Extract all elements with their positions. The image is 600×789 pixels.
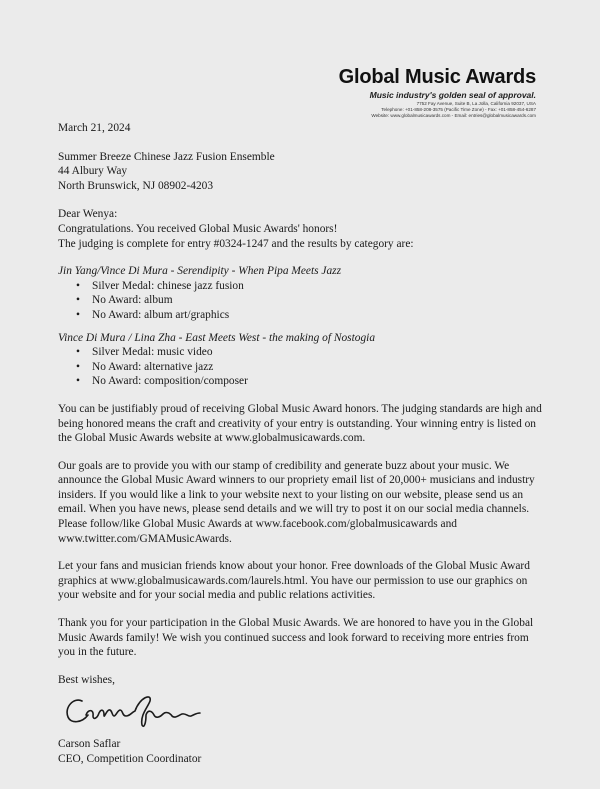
body-paragraph: Let your fans and musician friends know about your honor. Free downloads of the Global Music Award graphics at www.globalmusicawards.com/laurels.html. You have our permission to use our graphics on your website and for your social media and public relations activities. — [58, 560, 530, 602]
entry-title: Vince Di Mura / Lina Zha - East Meets West - the making of Nostogia — [58, 331, 376, 344]
award-text: No Award: alternative jazz — [92, 360, 214, 373]
award-item — [58, 293, 542, 308]
intro-line: Congratulations. You received Global Music Awards' honors! — [58, 222, 338, 235]
award-text: No Award: composition/composer — [92, 375, 248, 388]
signer-name: Carson Saflar — [58, 738, 121, 751]
organization-name: Global Music Awards — [338, 66, 536, 88]
award-text: No Award: album art/graphics — [92, 308, 230, 321]
bullet-icon: • — [76, 308, 80, 321]
body-paragraph: Our goals are to provide you with our stamp of credibility and generate buzz about your music. We announce the Global Music Award winners to our propriety email list of 20,000+ musicians and industry insiders. If you would like a link to your website next to your listing on our website, please send us an email. When you have news, please send details and we will try to post it on our social media channels. Please follow/like Global Music Awards at www.facebook.com/globalmusicawards and www.twitter.com/GMAMusicAwards. — [58, 459, 535, 545]
bullet-icon: • — [76, 279, 80, 292]
award-list — [58, 279, 542, 323]
award-text: Silver Medal: music video — [92, 346, 213, 359]
organization-phone: Telephone: +01-858-208-3575 (Pacific Time Zone) - Fax: +01-858-454-6287 — [381, 107, 536, 112]
recipient-address — [58, 150, 542, 194]
letter-body — [58, 121, 542, 767]
award-item — [58, 345, 542, 360]
greeting: Dear Wenya: — [58, 208, 118, 221]
recipient-name: Summer Breeze Chinese Jazz Fusion Ensemble — [58, 150, 275, 163]
award-item — [58, 374, 542, 389]
award-list — [58, 345, 542, 389]
entry-title: Jin Yang/Vince Di Mura - Serendipity - When Pipa Meets Jazz — [58, 265, 342, 278]
bullet-icon: • — [76, 360, 80, 373]
award-item — [58, 308, 542, 323]
organization-web: Website: www.globalmusicawards.com - Email: entries@globalmusicawards.com — [371, 113, 536, 118]
award-text: No Award: album — [92, 294, 173, 307]
signature-image — [58, 685, 542, 737]
signer-title: CEO, Competition Coordinator — [58, 753, 202, 765]
handwritten-signature-icon — [60, 685, 210, 733]
letter-date: March 21, 2024 — [58, 122, 131, 134]
award-item — [58, 360, 542, 375]
body-paragraph: Thank you for your participation in the Global Music Awards. We are honored to have you in the Global Music Awards family! We wish you continued success and look forward to receiving more entries from you in the future. — [58, 617, 534, 659]
organization-tagline: Music industry's golden seal of approval. — [369, 90, 536, 100]
letterhead — [339, 66, 536, 119]
body-paragraph: You can be justifiably proud of receiving Global Music Award honors. The judging standards are high and being honored means the craft and creativity of your entry is outstanding. Your winning entry is listed on the Global Music Awards website at www.globalmusicawards.com. — [58, 402, 542, 445]
recipient-city: North Brunswick, NJ 08902-4203 — [58, 179, 214, 192]
closing: Best wishes, — [58, 673, 115, 686]
award-text: Silver Medal: chinese jazz fusion — [92, 279, 244, 292]
bullet-icon: • — [76, 346, 80, 359]
bullet-icon: • — [76, 375, 80, 388]
bullet-icon: • — [76, 294, 80, 307]
organization-address: 7752 Fay Avenue, Suite B, La Jolla, California 92037, USA — [416, 101, 536, 106]
recipient-street: 44 Albury Way — [58, 165, 128, 178]
award-item — [58, 279, 542, 294]
intro-line: The judging is complete for entry #0324-1247 and the results by category are: — [58, 237, 414, 250]
